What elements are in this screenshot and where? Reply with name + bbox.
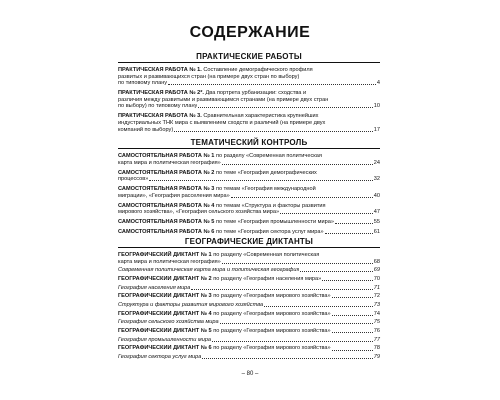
toc-entry-desc: мирового хозяйства», «География сельского хозяйства мира» [118, 209, 280, 216]
dot-leader [222, 263, 373, 264]
toc-entry-line [118, 67, 380, 74]
toc-entry-title: САМОСТОЯТЕЛЬНАЯ РАБОТА № 1 [118, 153, 215, 159]
toc-entry-line [118, 170, 380, 177]
dot-leader [332, 315, 373, 316]
section-heading: ПРАКТИЧЕСКИЕ РАБОТЫ [118, 52, 380, 63]
toc-subentry-text: География сельского хозяйства мира [118, 319, 219, 326]
toc-entry-title: ГЕОГРАФИЧЕСКИЙ ДИКТАНТ № 5 [118, 328, 212, 335]
dot-leader [198, 107, 372, 108]
toc-page-number: 40 [373, 192, 380, 199]
dot-leader [168, 84, 376, 85]
dot-leader [300, 271, 372, 272]
toc-entry-desc: по типовому плану [118, 80, 168, 87]
dot-leader [332, 332, 373, 333]
toc-subentry-text: География сектора услуг мира [118, 354, 202, 361]
toc-entry-desc: по теме «География демографических [214, 169, 317, 176]
dot-leader [212, 341, 373, 342]
dot-leader [231, 197, 373, 198]
toc-page-number: 70 [373, 275, 380, 282]
section-thematic-control [118, 138, 380, 239]
dot-leader [335, 223, 373, 224]
toc-entry [118, 345, 380, 352]
toc-entry-desc: по темам «Структура и факторы развития [214, 202, 326, 209]
toc-entry-desc: по разделу «Современная политическая [211, 252, 320, 258]
toc-page-number: 47 [373, 209, 380, 216]
toc-page-number: 32 [373, 176, 380, 183]
toc-page-number: 78 [373, 345, 380, 352]
toc-entry-desc: Два портрета урбанизации: сходства и [203, 90, 307, 97]
toc-entry-desc: по выбору) по типовому плану [118, 103, 198, 110]
toc-entry-line [118, 311, 380, 318]
toc-entry-text [118, 345, 331, 352]
toc-entry-title: ГЕОГРАФИЧЕСКИЙ ДИКТАНТ № 1 [118, 252, 212, 258]
toc-entry-desc: Составление демографического профиля [201, 67, 313, 73]
toc-entry-line [118, 259, 380, 266]
dot-leader [220, 323, 373, 324]
toc-subentry [118, 302, 380, 309]
toc-entry-line [118, 103, 380, 110]
dot-leader [202, 358, 372, 359]
toc-entry-title: ПРАКТИЧЕСКАЯ РАБОТА № 3. [118, 113, 202, 120]
toc-entry-desc: миграции», «География расселения мира» [118, 192, 230, 199]
toc-entry-desc: по разделу «География мирового хозяйства» [211, 328, 331, 335]
toc-page-number: 72 [373, 293, 380, 300]
toc-entry [118, 229, 380, 236]
toc-entry [118, 219, 380, 226]
toc-entry [118, 90, 380, 110]
toc-entry [118, 328, 380, 335]
toc-entry-title: САМОСТОЯТЕЛЬНАЯ РАБОТА № 6 [118, 229, 215, 236]
toc-entry [118, 186, 380, 199]
dot-leader [174, 131, 373, 132]
toc-entry [118, 67, 380, 87]
toc-entry-title: САМОСТОЯТЕЛЬНАЯ РАБОТА № 3 [118, 186, 215, 193]
toc-entry [118, 276, 380, 283]
section-practical-works [118, 52, 380, 137]
toc-entry-line [118, 328, 380, 335]
toc-entry-title: ПРАКТИЧЕСКАЯ РАБОТА № 2*. [118, 90, 204, 97]
toc-subentry-text: География населения мира [118, 284, 191, 291]
section-geographic-dictations [118, 237, 380, 363]
dot-leader [149, 180, 372, 181]
toc-entry-text [118, 311, 331, 318]
toc-entry-title: САМОСТОЯТЕЛЬНАЯ РАБОТА № 2 [118, 169, 215, 176]
toc-page-number: 10 [373, 103, 380, 110]
toc-subentry-text: Современная политическая карта мира и политическая география [118, 267, 300, 274]
toc-page-number: 75 [373, 319, 380, 326]
toc-entry-desc: по разделу «География мирового хозяйства» [211, 345, 331, 352]
toc-subentry [118, 337, 380, 344]
toc-entry-line [118, 252, 380, 259]
toc-page-number: 79 [373, 354, 380, 361]
toc-entry-title: ГЕОГРАФИЧЕСКИЙ ДИКТАНТ № 4 [118, 310, 212, 317]
toc-entry-title: ГЕОГРАФИЧЕСКИЙ ДИКТАНТ № 6 [118, 345, 212, 352]
toc-entry-line [118, 229, 380, 236]
toc-page-number: 76 [373, 328, 380, 335]
toc-entry-desc: по разделу «География населения мира» [211, 275, 322, 282]
toc-subentry [118, 354, 380, 361]
toc-entry-line [118, 186, 380, 193]
toc-subentry [118, 285, 380, 292]
toc-entry-title: ПРАКТИЧЕСКАЯ РАБОТА № 1. [118, 67, 202, 73]
toc-entry-line [118, 276, 380, 283]
page-title: СОДЕРЖАНИЕ [189, 24, 311, 41]
toc-subentry [118, 267, 380, 274]
toc-subentry-text: Структура и факторы развития мирового хозяйства [118, 301, 264, 308]
dot-leader [332, 350, 373, 351]
toc-entry-line [118, 153, 380, 160]
toc-entry-text [118, 276, 321, 283]
toc-entry-desc: индустриальных ТНК мира с выявлением сходств и различий (на примере двух [118, 119, 326, 126]
toc-page-number: 17 [373, 126, 380, 133]
toc-entry-desc: развитых и развивающихся стран (на примере двух стран по выбору) [118, 73, 300, 80]
toc-page-number: 68 [373, 258, 380, 265]
section-heading: ГЕОГРАФИЧЕСКИЕ ДИКТАНТЫ [118, 237, 380, 248]
toc-entry-line [118, 160, 380, 167]
toc-entry [118, 203, 380, 216]
toc-entry-line [118, 127, 380, 134]
toc-entry-line [118, 80, 380, 87]
toc-entry [118, 153, 380, 166]
toc-entry-desc: процессов» [118, 176, 149, 183]
toc-entry-line [118, 113, 380, 120]
toc-entry-line [118, 209, 380, 216]
toc-entry-line [118, 90, 380, 97]
toc-entry-line [118, 293, 380, 300]
toc-entry-line [118, 74, 380, 81]
toc-entry-line [118, 176, 380, 183]
toc-entry [118, 311, 380, 318]
toc-page-number: 73 [373, 301, 380, 308]
dot-leader [332, 297, 373, 298]
toc-entry-line [118, 120, 380, 127]
toc-entry-desc: карта мира и политическая география» [118, 159, 221, 166]
toc-entry-line [118, 97, 380, 104]
toc-page-number: 24 [373, 159, 380, 166]
toc-entry-text [118, 219, 334, 226]
toc-entry-desc: по разделу «География мирового хозяйства» [211, 310, 331, 317]
dot-leader [191, 289, 372, 290]
dot-leader [322, 280, 372, 281]
toc-page-number: 4 [376, 80, 380, 87]
toc-entry-desc: по разделу «География мирового хозяйства» [211, 293, 331, 300]
toc-entry-title: ГЕОГРАФИЧЕСКИЙ ДИКТАНТ № 3 [118, 293, 212, 300]
toc-entry-desc: по разделу «Современная политическая [214, 153, 322, 159]
toc-entry-text [118, 229, 324, 236]
toc-entry-desc: по теме «География промышленности мира» [214, 219, 334, 226]
toc-subentry-text: География промышленности мира [118, 336, 212, 343]
toc-entry [118, 170, 380, 183]
toc-entry-desc: карта мира и политическая география» [118, 258, 221, 265]
toc-entry-line [118, 193, 380, 200]
toc-entry-desc: по теме «География сектора услуг мира» [214, 229, 324, 236]
toc-page-number: 71 [373, 284, 380, 291]
dot-leader [222, 164, 373, 165]
toc-entry-title: САМОСТОЯТЕЛЬНАЯ РАБОТА № 5 [118, 219, 215, 226]
dot-leader [264, 306, 373, 307]
page-number: – 80 – [241, 371, 259, 377]
toc-page-number: 74 [373, 310, 380, 317]
toc-entry-title: ГЕОГРАФИЧЕСКИЙ ДИКТАНТ № 2 [118, 275, 212, 282]
toc-subentry [118, 319, 380, 326]
toc-entry-text [118, 293, 331, 300]
toc-entry-line [118, 345, 380, 352]
toc-entry-line [118, 203, 380, 210]
toc-entry-desc: компаний по выбору) [118, 126, 174, 133]
toc-entry [118, 113, 380, 133]
toc-entry-desc: Сравнительная характеристика крупнейших [201, 113, 319, 120]
toc-page-number: 69 [373, 267, 380, 274]
toc-entry-desc: по темам «География международной [214, 186, 316, 193]
toc-entry-line [118, 219, 380, 226]
toc-entry [118, 293, 380, 300]
section-heading: ТЕМАТИЧЕСКИЙ КОНТРОЛЬ [118, 138, 380, 149]
dot-leader [325, 233, 373, 234]
toc-entry-desc: различия между развитыми и развивающимся странами (на примере двух стран [118, 96, 329, 103]
toc-entry-text [118, 328, 331, 335]
toc-entry-title: САМОСТОЯТЕЛЬНАЯ РАБОТА № 4 [118, 202, 215, 209]
toc-page-number: 77 [373, 336, 380, 343]
toc-entry [118, 252, 380, 265]
toc-page-number: 61 [373, 229, 380, 236]
toc-page-number: 55 [373, 219, 380, 226]
dot-leader [280, 213, 373, 214]
